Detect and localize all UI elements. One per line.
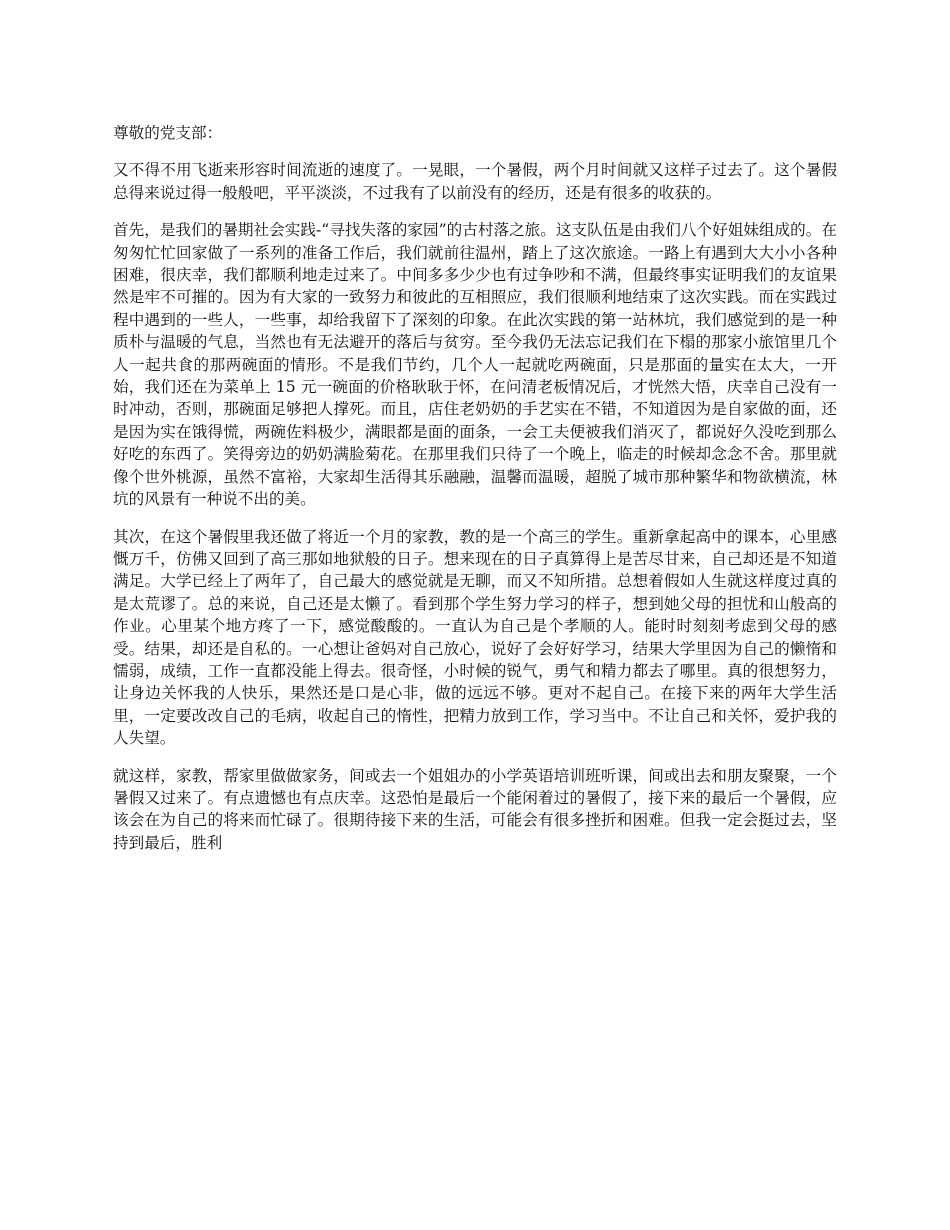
paragraph-1: 又不得不用飞逝来形容时间流逝的速度了。一晃眼，一个暑假，两个月时间就又这样子过去了。这个暑假总得来说过得一般般吧，平平淡淡，不过我有了以前没有的经历，还是有很多的收获的。	[113, 161, 837, 202]
paragraph-2: 首先，是我们的暑期社会实践-“寻找失落的家园”的古村落之旅。这支队伍是由我们八个好姐妹组成的。在匆匆忙忙回家做了一系列的准备工作后，我们就前往温州，踏上了这次旅途。一路上有遇到大大小小各种困难，很庆幸，我们都顺利地走过来了。中间多多少少也有过争吵和不满，但最终事实证明我们的友谊果然是牢不可摧的。因为有大家的一致努力和彼此的互相照应，我们很顺利地结束了这次实践。而在实践过程中遇到的一些人，一些事，却给我留下了深刻的印象。在此次实践的第一站林坑，我们感觉到的是一种质朴与温暖的气息，当然也有无法避开的落后与贫穷。至今我仍无法忘记我们在下榻的那家小旅馆里几个人一起共食的那两碗面的情形。不是我们节约，几个人一起就吃两碗面，只是那面的量实在太大，一开始，我们还在为菜单上 15 元一碗面的价格耿耿于怀，在问清老板情况后，才恍然大悟，庆幸自己没有一时冲动，否则，那碗面足够把人撑死。而且，店住老奶奶的手艺实在不错，不知道因为是自家做的面，还是因为实在饿得慌，两碗佐料极少，满眼都是面的面条，一会工夫便被我们消灭了，都说好久没吃到那么好吃的东西了。笑得旁边的奶奶满脸菊花。在那里我们只待了一个晚上，临走的时候却念念不舍。那里就像个世外桃源，虽然不富裕，大家却生活得其乐融融，温馨而温暖，超脱了城市那种繁华和物欲横流，林坑的风景有一种说不出的美。	[113, 221, 837, 509]
paragraph-3: 其次，在这个暑假里我还做了将近一个月的家教，教的是一个高三的学生。重新拿起高中的课本，心里感慨万千，仿佛又回到了高三那如地狱般的日子。想来现在的日子真算得上是苦尽甘来，自己却还是不知道满足。大学已经上了两年了，自己最大的感觉就是无聊，而又不知所措。总想着假如人生就这样度过真的是太荒谬了。总的来说，自己还是太懒了。看到那个学生努力学习的样子，想到她父母的担忧和山般高的作业。心里某个地方疼了一下，感觉酸酸的。一直认为自己是个孝顺的人。能时时刻刻考虑到父母的感受。结果，却还是自私的。一心想让爸妈对自己放心，说好了会好好学习，结果大学里因为自己的懒惰和懦弱，成绩，工作一直都没能上得去。很奇怪，小时候的锐气，勇气和精力都去了哪里。真的很想努力，让身边关怀我的人快乐，果然还是口是心非，做的远远不够。更对不起自己。在接下来的两年大学生活里，一定要改改自己的毛病，收起自己的惰性，把精力放到工作，学习当中。不让自己和关怀，爱护我的人失望。	[113, 527, 837, 748]
paragraph-4: 就这样，家教，帮家里做做家务，间或去一个姐姐办的小学英语培训班听课，间或出去和朋友聚聚，一个暑假又过来了。有点遗憾也有点庆幸。这恐怕是最后一个能闲着过的暑假了，接下来的最后一个暑假，应该会在为自己的将来而忙碌了。很期待接下来的生活，可能会有很多挫折和困难。但我一定会挺过去，坚持到最后，胜利	[113, 766, 837, 852]
salutation: 尊敬的党支部：	[113, 124, 223, 142]
document-body	[113, 122, 837, 869]
